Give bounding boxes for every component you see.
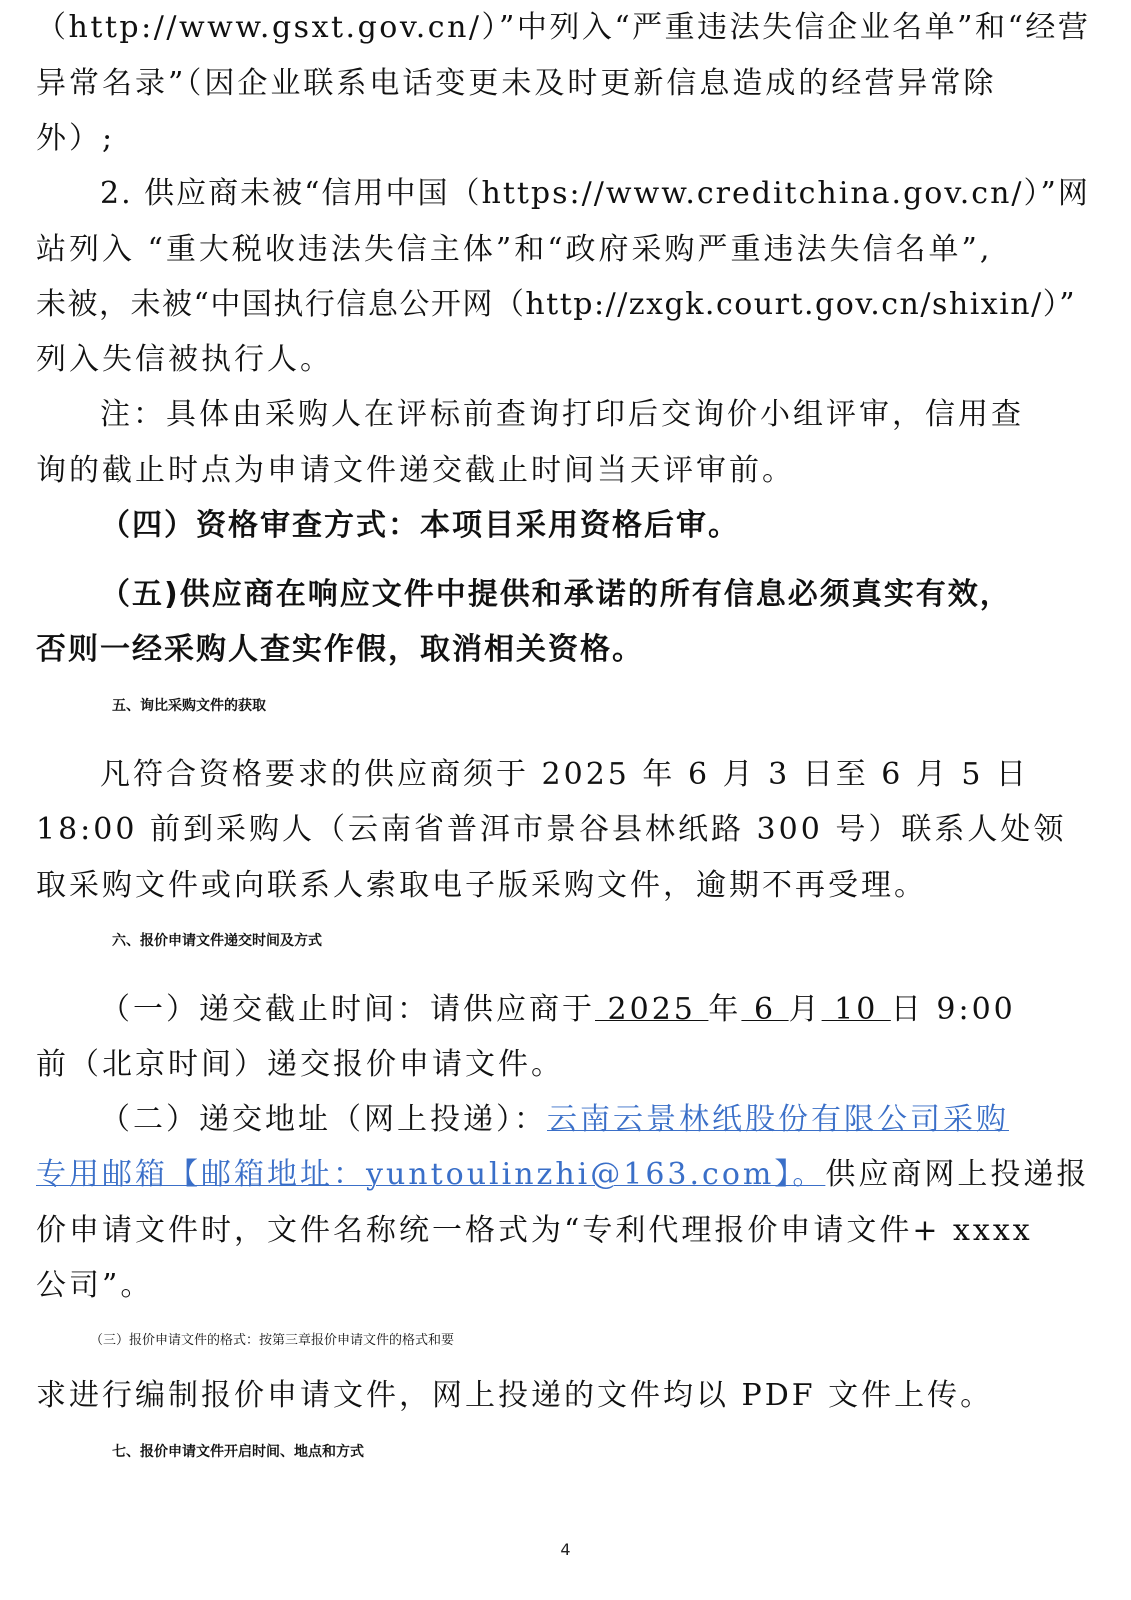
deadline-line	[100, 990, 1096, 1030]
section-heading: 五、询比采购文件的获取	[112, 698, 266, 714]
deadline-month: 6	[741, 992, 789, 1027]
deadline-label: （一）递交截止时间：请供应商于	[100, 992, 595, 1027]
supplier-truth-line: （五)供应商在响应文件中提供和承诺的所有信息必须真实有效，	[100, 577, 1012, 612]
text-line: （http://www.gsxt.gov.cn/）”中列入“严重违法失信企业名单”和“经营	[36, 10, 1091, 45]
text-line: 外）;	[36, 121, 116, 156]
deadline-year: 2025	[595, 992, 709, 1027]
day-time: 日 9:00	[890, 992, 1016, 1027]
section-heading: 六、报价申请文件递交时间及方式	[112, 933, 322, 949]
deadline-day: 10	[821, 992, 891, 1027]
address-label: （二）递交地址（网上投递）：	[100, 1102, 547, 1137]
text-line: 站列入 “重大税收违法失信主体”和“政府采购严重违法失信名单”,	[36, 232, 993, 267]
note-line: 注：具体由采购人在评标前查询打印后交询价小组评审，信用查	[100, 397, 1024, 432]
email-link[interactable]: 专用邮箱【邮箱地址：yuntoulinzhi@163.com】。	[36, 1157, 826, 1192]
text-line: 公司”。	[36, 1268, 154, 1303]
qualification-review-line: （四）资格审查方式：本项目采用资格后审。	[100, 508, 740, 543]
text-line: 价申请文件时，文件名称统一格式为“专利代理报价申请文件+ xxxx	[36, 1213, 1033, 1248]
text-line: 前（北京时间）递交报价申请文件。	[36, 1047, 564, 1082]
text-line: 求进行编制报价申请文件，网上投递的文件均以 PDF 文件上传。	[36, 1378, 994, 1413]
text-line: 异常名录”（因企业联系电话变更未及时更新信息造成的经营异常除	[36, 66, 997, 101]
text-line: 未被，未被“中国执行信息公开网（http://zxgk.court.gov.cn/shixin/）”	[36, 287, 1077, 322]
text-span: 供应商网上投递报	[825, 1157, 1090, 1192]
month-unit: 月	[788, 992, 822, 1027]
address-line	[36, 1155, 1096, 1195]
text-line: 列入失信被执行人。	[36, 342, 333, 377]
text-line: 2. 供应商未被“信用中国（https://www.creditchina.gov.cn/）”网	[100, 176, 1090, 211]
format-line: （三）报价申请文件的格式：按第三章报价申请文件的格式和要	[90, 1333, 455, 1348]
section-heading: 七、报价申请文件开启时间、地点和方式	[112, 1444, 364, 1460]
supplier-truth-line: 否则一经采购人查实作假，取消相关资格。	[36, 632, 644, 667]
year-unit: 年	[708, 992, 742, 1027]
text-line: 询的截止时点为申请文件递交截止时间当天评审前。	[36, 453, 795, 488]
email-link[interactable]: 云南云景林纸股份有限公司采购	[547, 1102, 1009, 1137]
address-line	[100, 1100, 1096, 1140]
text-line: 18:00 前到采购人（云南省普洱市景谷县林纸路 300 号）联系人处领	[36, 812, 1067, 847]
page-number: 4	[560, 1540, 571, 1559]
text-line: 凡符合资格要求的供应商须于 2025 年 6 月 3 日至 6 月 5 日	[100, 757, 1030, 792]
text-line: 取采购文件或向联系人索取电子版采购文件，逾期不再受理。	[36, 868, 927, 903]
